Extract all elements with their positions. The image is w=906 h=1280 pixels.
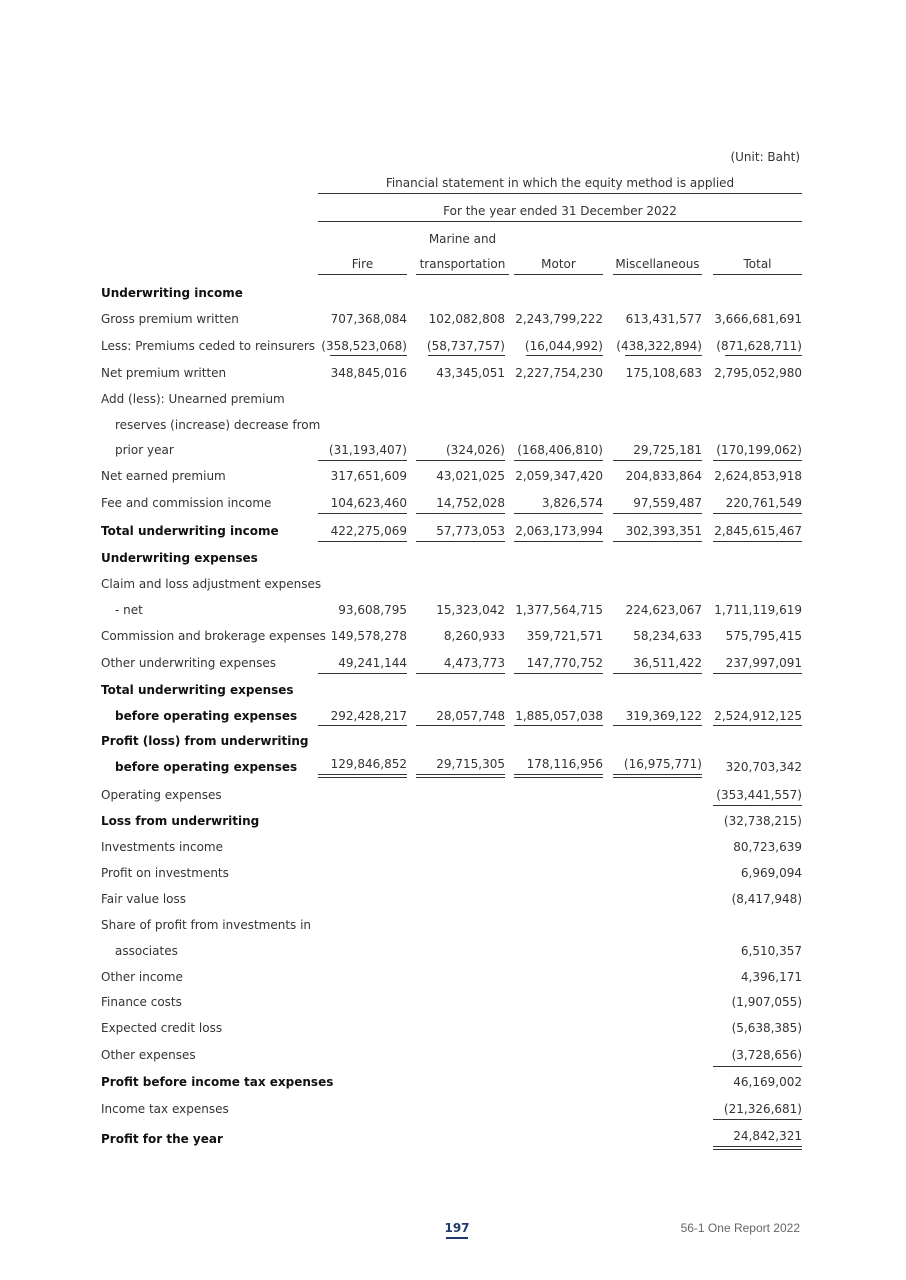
value-fire: 422,275,069 bbox=[330, 524, 407, 538]
value-miscellaneous: 97,559,487 bbox=[633, 496, 702, 510]
row-label: Income tax expenses bbox=[101, 1102, 229, 1116]
total-rule bbox=[514, 725, 603, 726]
subtotal-rule bbox=[416, 460, 505, 461]
value-total: 2,524,912,125 bbox=[714, 709, 802, 723]
double-rule bbox=[713, 1146, 802, 1147]
value-motor: 1,885,057,038 bbox=[515, 709, 603, 723]
row-label: Net earned premium bbox=[101, 469, 226, 483]
subtotal-rule bbox=[713, 1066, 802, 1067]
subtotal-rule bbox=[725, 355, 802, 356]
row-label: Commission and brokerage expenses bbox=[101, 629, 326, 643]
statement-row bbox=[0, 392, 906, 418]
value-total: 24,842,321 bbox=[733, 1129, 802, 1143]
double-rule bbox=[416, 774, 505, 775]
row-label: Profit before income tax expenses bbox=[101, 1075, 334, 1089]
value-total: 2,795,052,980 bbox=[714, 366, 802, 380]
value-motor: 2,227,754,230 bbox=[515, 366, 603, 380]
value-marine: 102,082,808 bbox=[428, 312, 505, 326]
statement-row bbox=[0, 524, 906, 550]
value-miscellaneous: 319,369,122 bbox=[625, 709, 702, 723]
subtotal-rule bbox=[613, 673, 702, 674]
statement-row bbox=[0, 496, 906, 522]
value-marine: (324,026) bbox=[446, 443, 505, 457]
total-rule bbox=[416, 725, 505, 726]
statement-row bbox=[0, 709, 906, 735]
value-total: 4,396,171 bbox=[740, 970, 802, 984]
value-total: (5,638,385) bbox=[731, 1021, 802, 1035]
value-miscellaneous: 175,108,683 bbox=[625, 366, 702, 380]
double-rule bbox=[613, 777, 702, 778]
statement-row bbox=[0, 443, 906, 469]
row-label: Total underwriting expenses bbox=[101, 683, 294, 697]
statement-row bbox=[0, 866, 906, 892]
row-label: Operating expenses bbox=[101, 788, 222, 802]
row-label: Gross premium written bbox=[101, 312, 239, 326]
column-header-miscellaneous bbox=[613, 232, 702, 275]
statement-row bbox=[0, 418, 906, 444]
value-motor: 178,116,956 bbox=[526, 757, 603, 771]
row-label: Underwriting expenses bbox=[101, 551, 258, 565]
row-label: Claim and loss adjustment expenses bbox=[101, 577, 322, 591]
subtotal-rule bbox=[625, 355, 702, 356]
row-label: prior year bbox=[115, 443, 174, 457]
value-motor: 2,059,347,420 bbox=[515, 469, 603, 483]
value-motor: (168,406,810) bbox=[517, 443, 603, 457]
value-total: 320,703,342 bbox=[725, 760, 802, 774]
header-rule bbox=[318, 193, 802, 194]
value-miscellaneous: 204,833,864 bbox=[625, 469, 702, 483]
subtotal-rule bbox=[713, 513, 802, 514]
statement-row bbox=[0, 629, 906, 655]
column-header-fire bbox=[318, 232, 407, 275]
column-header-line1 bbox=[713, 232, 802, 250]
value-total: 1,711,119,619 bbox=[714, 603, 802, 617]
double-rule bbox=[713, 1149, 802, 1150]
value-motor: 147,770,752 bbox=[526, 656, 603, 670]
statement-row bbox=[0, 286, 906, 312]
statement-row bbox=[0, 366, 906, 392]
subtotal-rule bbox=[613, 460, 702, 461]
value-marine: 43,345,051 bbox=[436, 366, 505, 380]
subtotal-rule bbox=[713, 1119, 802, 1120]
total-rule bbox=[318, 725, 407, 726]
value-total: 6,969,094 bbox=[740, 866, 802, 880]
value-total: 46,169,002 bbox=[733, 1075, 802, 1089]
statement-row bbox=[0, 656, 906, 682]
statement-row bbox=[0, 683, 906, 709]
row-label: Finance costs bbox=[101, 995, 182, 1009]
statement-row bbox=[0, 1021, 906, 1047]
double-rule bbox=[318, 777, 407, 778]
total-rule bbox=[318, 541, 407, 542]
value-total: 220,761,549 bbox=[725, 496, 802, 510]
row-label: Add (less): Unearned premium bbox=[101, 392, 285, 406]
statement-row bbox=[0, 788, 906, 814]
subtotal-rule bbox=[613, 513, 702, 514]
row-label: Share of profit from investments in bbox=[101, 918, 312, 932]
total-rule bbox=[416, 541, 505, 542]
column-header-line2: Total bbox=[713, 250, 802, 275]
statement-row bbox=[0, 551, 906, 577]
statement-row bbox=[0, 1102, 906, 1128]
column-header-line2: Motor bbox=[514, 250, 603, 275]
statement-row bbox=[0, 1129, 906, 1158]
subtotal-rule bbox=[318, 513, 407, 514]
value-fire: 149,578,278 bbox=[330, 629, 407, 643]
column-header-line1 bbox=[318, 232, 407, 250]
subtotal-rule bbox=[514, 513, 603, 514]
unit-label: (Unit: Baht) bbox=[730, 150, 800, 164]
value-total: (871,628,711) bbox=[716, 339, 802, 353]
row-label: Other income bbox=[101, 970, 183, 984]
value-fire: (358,523,068) bbox=[321, 339, 407, 353]
value-total: (1,907,055) bbox=[731, 995, 802, 1009]
row-label: Fair value loss bbox=[101, 892, 187, 906]
statement-row bbox=[0, 577, 906, 603]
total-rule bbox=[514, 541, 603, 542]
statement-row bbox=[0, 469, 906, 495]
subtotal-rule bbox=[428, 355, 505, 356]
value-total: 575,795,415 bbox=[725, 629, 802, 643]
row-label: before operating expenses bbox=[115, 760, 298, 774]
value-total: (170,199,062) bbox=[716, 443, 802, 457]
statement-row bbox=[0, 603, 906, 629]
value-total: 3,666,681,691 bbox=[714, 312, 802, 326]
value-total: (8,417,948) bbox=[731, 892, 802, 906]
value-marine: 28,057,748 bbox=[436, 709, 505, 723]
column-header-line2: Miscellaneous bbox=[613, 250, 702, 275]
column-header-total bbox=[713, 232, 802, 275]
total-rule bbox=[613, 725, 702, 726]
value-miscellaneous: 613,431,577 bbox=[625, 312, 702, 326]
double-rule bbox=[514, 777, 603, 778]
value-miscellaneous: 302,393,351 bbox=[625, 524, 702, 538]
value-fire: 292,428,217 bbox=[330, 709, 407, 723]
row-label: - net bbox=[115, 603, 143, 617]
statement-row bbox=[0, 970, 906, 996]
row-label: Net premium written bbox=[101, 366, 227, 380]
subtotal-rule bbox=[514, 460, 603, 461]
value-total: (32,738,215) bbox=[723, 814, 802, 828]
row-label: Other underwriting expenses bbox=[101, 656, 276, 670]
total-rule bbox=[713, 541, 802, 542]
value-motor: (16,044,992) bbox=[524, 339, 603, 353]
row-label: Fee and commission income bbox=[101, 496, 272, 510]
value-marine: 57,773,053 bbox=[436, 524, 505, 538]
value-miscellaneous: 29,725,181 bbox=[633, 443, 702, 457]
row-label: Profit on investments bbox=[101, 866, 229, 880]
subtotal-rule bbox=[526, 355, 603, 356]
row-label: Loss from underwriting bbox=[101, 814, 260, 828]
subtotal-rule bbox=[318, 460, 407, 461]
value-total: (21,326,681) bbox=[723, 1102, 802, 1116]
subtotal-rule bbox=[713, 805, 802, 806]
value-total: (3,728,656) bbox=[731, 1048, 802, 1062]
statement-row bbox=[0, 1075, 906, 1101]
total-rule bbox=[613, 541, 702, 542]
statement-row bbox=[0, 918, 906, 944]
value-total: 237,997,091 bbox=[725, 656, 802, 670]
double-rule bbox=[613, 774, 702, 775]
double-rule bbox=[416, 777, 505, 778]
value-total: (353,441,557) bbox=[716, 788, 802, 802]
column-header-marine bbox=[416, 232, 509, 275]
value-motor: 2,063,173,994 bbox=[515, 524, 603, 538]
value-fire: 317,651,609 bbox=[330, 469, 407, 483]
statement-row bbox=[0, 1048, 906, 1074]
row-label: associates bbox=[115, 944, 178, 958]
subtotal-rule bbox=[713, 460, 802, 461]
report-name: 56-1 One Report 2022 bbox=[680, 1221, 800, 1235]
row-label: Profit for the year bbox=[101, 1132, 223, 1146]
row-label: Other expenses bbox=[101, 1048, 196, 1062]
value-miscellaneous: (438,322,894) bbox=[616, 339, 702, 353]
row-label: Total underwriting income bbox=[101, 524, 279, 538]
statement-row bbox=[0, 814, 906, 840]
subtotal-rule bbox=[416, 673, 505, 674]
value-motor: 2,243,799,222 bbox=[515, 312, 603, 326]
value-miscellaneous: 224,623,067 bbox=[625, 603, 702, 617]
total-rule bbox=[713, 725, 802, 726]
statement-row bbox=[0, 339, 906, 365]
row-label: Underwriting income bbox=[101, 286, 243, 300]
value-miscellaneous: (16,975,771) bbox=[623, 757, 702, 771]
subtotal-rule bbox=[330, 355, 407, 356]
value-marine: 29,715,305 bbox=[436, 757, 505, 771]
period-header: For the year ended 31 December 2022 bbox=[443, 204, 677, 218]
column-header-line2: Fire bbox=[318, 250, 407, 275]
value-marine: (58,737,757) bbox=[426, 339, 505, 353]
value-marine: 15,323,042 bbox=[436, 603, 505, 617]
row-label: Expected credit loss bbox=[101, 1021, 223, 1035]
value-total: 2,845,615,467 bbox=[714, 524, 802, 538]
value-total: 2,624,853,918 bbox=[714, 469, 802, 483]
subtotal-rule bbox=[514, 673, 603, 674]
value-total: 6,510,357 bbox=[740, 944, 802, 958]
value-motor: 3,826,574 bbox=[541, 496, 603, 510]
value-miscellaneous: 58,234,633 bbox=[633, 629, 702, 643]
value-motor: 359,721,571 bbox=[526, 629, 603, 643]
statement-row bbox=[0, 757, 906, 786]
column-header-line1: Marine and bbox=[428, 232, 497, 246]
value-total: 80,723,639 bbox=[733, 840, 802, 854]
double-rule bbox=[318, 774, 407, 775]
value-fire: (31,193,407) bbox=[328, 443, 407, 457]
statement-row bbox=[0, 944, 906, 970]
statement-basis-header: Financial statement in which the equity method is applied bbox=[385, 176, 735, 190]
subtotal-rule bbox=[416, 513, 505, 514]
value-fire: 49,241,144 bbox=[338, 656, 407, 670]
column-header-motor bbox=[514, 232, 603, 275]
subtotal-rule bbox=[713, 673, 802, 674]
column-header-line1 bbox=[613, 232, 702, 250]
page-number-underline bbox=[446, 1237, 468, 1239]
value-fire: 104,623,460 bbox=[330, 496, 407, 510]
value-fire: 707,368,084 bbox=[330, 312, 407, 326]
row-label: before operating expenses bbox=[115, 709, 298, 723]
statement-row bbox=[0, 892, 906, 918]
row-label: reserves (increase) decrease from bbox=[115, 418, 321, 432]
value-marine: 43,021,025 bbox=[436, 469, 505, 483]
column-header-line1 bbox=[514, 232, 603, 250]
value-fire: 93,608,795 bbox=[338, 603, 407, 617]
row-label: Profit (loss) from underwriting bbox=[101, 734, 309, 748]
column-header-line2: transportation bbox=[416, 250, 509, 275]
row-label: Less: Premiums ceded to reinsurers bbox=[101, 339, 316, 353]
value-marine: 14,752,028 bbox=[436, 496, 505, 510]
statement-row bbox=[0, 995, 906, 1021]
row-label: Investments income bbox=[101, 840, 223, 854]
page-number: 197 bbox=[444, 1221, 470, 1235]
header-rule bbox=[318, 221, 802, 222]
value-fire: 348,845,016 bbox=[330, 366, 407, 380]
value-marine: 4,473,773 bbox=[443, 656, 505, 670]
statement-row bbox=[0, 312, 906, 338]
double-rule bbox=[514, 774, 603, 775]
value-miscellaneous: 36,511,422 bbox=[633, 656, 702, 670]
value-marine: 8,260,933 bbox=[443, 629, 505, 643]
subtotal-rule bbox=[318, 673, 407, 674]
statement-row bbox=[0, 840, 906, 866]
value-fire: 129,846,852 bbox=[330, 757, 407, 771]
value-motor: 1,377,564,715 bbox=[515, 603, 603, 617]
